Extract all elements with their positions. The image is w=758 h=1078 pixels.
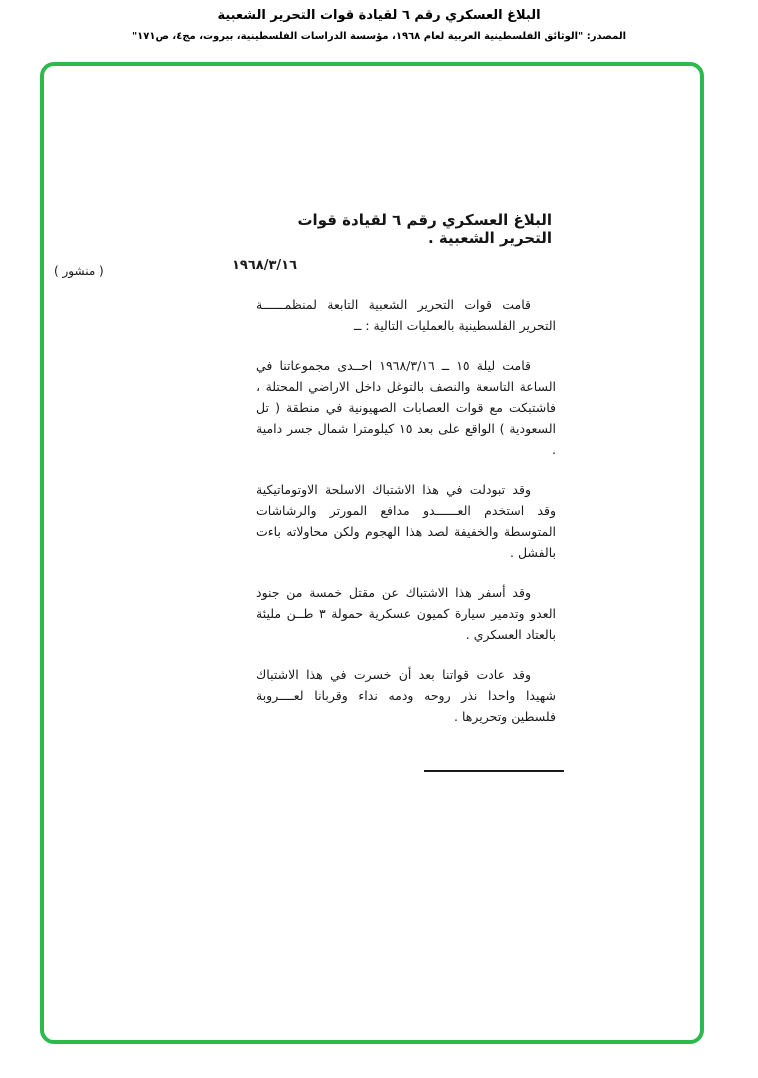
document-date: ١٩٦٨/٣/١٦ xyxy=(232,258,298,273)
end-divider-rule xyxy=(424,770,564,772)
document-scan-frame xyxy=(40,62,704,1044)
page-title: البلاغ العسكري رقم ٦ لقيادة قوات التحرير الشعبية xyxy=(217,8,541,23)
paragraph-results: وقد أسفر هذا الاشتباك عن مقتل خمسة من جنود العدو وتدمير سيارة كميون عسكرية حمولة ٣ طــن مليئة بالعتاد العسكري . xyxy=(256,585,556,642)
source-citation: المصدر: "الوثائق الفلسطينية العربية لعام ١٩٦٨، مؤسسة الدراسات الفلسطينية، بيروت، مج٤، ص١٧١" xyxy=(131,31,627,42)
paragraph-closing: وقد عادت قواتنا بعد أن خسرت في هذا الاشتباك شهيدا واحدا نذر روحه ودمه نداء وقربانا لعــــروبة فلسطين وتحريرها . xyxy=(256,667,556,724)
document-body xyxy=(256,294,556,746)
paragraph-operation: قامت ليلة ١٥ ــ ١٩٦٨/٣/١٦ احــدى مجموعاتنا في الساعة التاسعة والنصف بالتوغل داخل الاراضي المحتلة ، فاشتبكت مع قوات العصابات الصهيونية في منطقة ( تل السعودية ) الواقع على بعد ١٥ كيلومترا شمال جسر دامية . xyxy=(256,358,556,457)
page-header xyxy=(0,6,758,44)
document-title: البلاغ العسكري رقم ٦ لقيادة قوات التحرير الشعبية . xyxy=(297,211,552,247)
published-margin-note: ( منشور ) xyxy=(54,264,104,278)
paragraph-clash: وقد تبودلت في هذا الاشتباك الاسلحة الاوتوماتيكية وقد استخدم العــــــدو مدافع المورتر والرشاشات المتوسطة والخفيفة لصد هذا الهجوم ولكن محاولاته باءت بالفشل . xyxy=(256,482,556,560)
paragraph-intro: قامت قوات التحرير الشعبية التابعة لمنظمــــــة التحرير الفلسطينية بالعمليات التالية : ــ xyxy=(256,297,556,333)
